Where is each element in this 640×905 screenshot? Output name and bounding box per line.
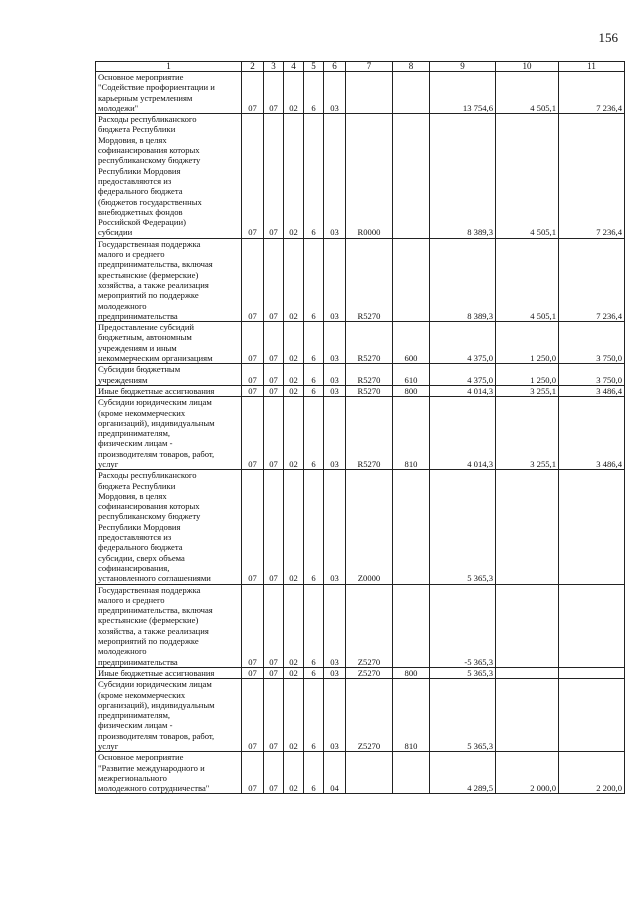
value-cell: 2 000,0 [496, 752, 559, 794]
table-row [96, 238, 625, 321]
table-row [96, 114, 625, 239]
column-header: 2 [242, 62, 264, 72]
value-cell: 810 [393, 679, 430, 752]
value-cell: 610 [393, 364, 430, 386]
value-cell: 07 [242, 752, 264, 794]
value-cell: 3 255,1 [496, 385, 559, 396]
value-cell: 6 [304, 470, 324, 584]
value-cell: 6 [304, 679, 324, 752]
value-cell: 1 250,0 [496, 322, 559, 364]
row-name-cell: Предоставление субсидий бюджетным, автономным учреждениям и иным некоммерческим организациям [96, 322, 242, 364]
value-cell: 6 [304, 397, 324, 470]
value-cell: 6 [304, 364, 324, 386]
row-name-cell: Государственная поддержка малого и среднего предпринимательства, включая крестьянские (фермерские) хозяйства, а также реализация мероприятий по поддержке молодежного предпринимательства [96, 584, 242, 667]
table-row [96, 667, 625, 678]
value-cell: 07 [264, 470, 284, 584]
page-number: 156 [598, 30, 618, 45]
value-cell: 13 754,6 [430, 72, 496, 114]
value-cell: -5 365,3 [430, 584, 496, 667]
value-cell: 07 [242, 667, 264, 678]
value-cell: 03 [324, 470, 346, 584]
value-cell: 7 236,4 [559, 114, 625, 239]
value-cell: 07 [264, 584, 284, 667]
value-cell: 8 389,3 [430, 238, 496, 321]
value-cell: 02 [284, 397, 304, 470]
value-cell [559, 679, 625, 752]
value-cell: 07 [264, 364, 284, 386]
value-cell: 07 [264, 752, 284, 794]
row-name-cell: Основное мероприятие "Содействие профориентации и карьерным устремлениям молодежи" [96, 72, 242, 114]
value-cell: 7 236,4 [559, 238, 625, 321]
value-cell: 07 [242, 385, 264, 396]
value-cell: 4 375,0 [430, 364, 496, 386]
value-cell: 4 014,3 [430, 385, 496, 396]
value-cell: 6 [304, 385, 324, 396]
value-cell: 07 [264, 397, 284, 470]
value-cell: 07 [242, 238, 264, 321]
value-cell: R5270 [346, 397, 393, 470]
value-cell: 4 014,3 [430, 397, 496, 470]
value-cell: 4 505,1 [496, 114, 559, 239]
column-header: 1 [96, 62, 242, 72]
value-cell: 6 [304, 667, 324, 678]
column-header: 4 [284, 62, 304, 72]
value-cell: 6 [304, 752, 324, 794]
value-cell: 3 255,1 [496, 397, 559, 470]
header-row [96, 62, 625, 72]
value-cell: 8 389,3 [430, 114, 496, 239]
row-name-cell: Субсидии юридическим лицам (кроме некоммерческих организаций), индивидуальным предпринимателям, физическим лицам - производителям товаров, работ, услуг [96, 397, 242, 470]
column-header: 10 [496, 62, 559, 72]
value-cell [496, 584, 559, 667]
value-cell: 3 750,0 [559, 364, 625, 386]
value-cell [393, 114, 430, 239]
value-cell: 07 [242, 679, 264, 752]
value-cell: 600 [393, 322, 430, 364]
value-cell [393, 72, 430, 114]
value-cell: 5 365,3 [430, 470, 496, 584]
value-cell: 6 [304, 322, 324, 364]
value-cell: 03 [324, 397, 346, 470]
value-cell: 07 [242, 72, 264, 114]
value-cell [559, 667, 625, 678]
row-name-cell: Государственная поддержка малого и среднего предпринимательства, включая крестьянские (фермерские) хозяйства, а также реализация мероприятий по поддержке молодежного предпринимательства [96, 238, 242, 321]
value-cell: 07 [264, 322, 284, 364]
value-cell: 03 [324, 584, 346, 667]
column-header: 3 [264, 62, 284, 72]
value-cell: 07 [264, 385, 284, 396]
value-cell: 03 [324, 667, 346, 678]
table-row [96, 364, 625, 386]
value-cell: 07 [264, 72, 284, 114]
value-cell [346, 752, 393, 794]
value-cell: 07 [242, 397, 264, 470]
value-cell [393, 238, 430, 321]
value-cell: 07 [242, 322, 264, 364]
value-cell: 02 [284, 752, 304, 794]
value-cell: Z5270 [346, 667, 393, 678]
value-cell: 03 [324, 114, 346, 239]
value-cell [496, 679, 559, 752]
table-row [96, 385, 625, 396]
row-name-cell: Расходы республиканского бюджета Республики Мордовия, в целях софинансирования которых республиканскому бюджету Республики Мордовия предоставляются из федерального бюджета субсидии, сверх объема софинансирования, установленного соглашениями [96, 470, 242, 584]
table-row [96, 752, 625, 794]
value-cell: 02 [284, 584, 304, 667]
value-cell: Z0000 [346, 470, 393, 584]
value-cell [346, 72, 393, 114]
budget-table [95, 61, 625, 794]
value-cell: 3 750,0 [559, 322, 625, 364]
value-cell: 02 [284, 72, 304, 114]
value-cell: 02 [284, 322, 304, 364]
value-cell: 3 486,4 [559, 385, 625, 396]
value-cell: 03 [324, 238, 346, 321]
value-cell: 03 [324, 322, 346, 364]
row-name-cell: Расходы республиканского бюджета Республики Мордовия, в целях софинансирования которых республиканскому бюджету Республики Мордовия предоставляются из федерального бюджета (бюджетов государственных внебюджетных фондов Российской Федерации) субсидии [96, 114, 242, 239]
value-cell: R0000 [346, 114, 393, 239]
value-cell: 800 [393, 385, 430, 396]
value-cell [559, 470, 625, 584]
value-cell: 02 [284, 679, 304, 752]
value-cell: 2 200,0 [559, 752, 625, 794]
value-cell: 07 [242, 584, 264, 667]
value-cell: 07 [264, 238, 284, 321]
value-cell: 6 [304, 584, 324, 667]
table-row [96, 397, 625, 470]
column-header: 6 [324, 62, 346, 72]
value-cell: 03 [324, 364, 346, 386]
value-cell: 810 [393, 397, 430, 470]
value-cell: 07 [264, 679, 284, 752]
value-cell [393, 584, 430, 667]
value-cell: 07 [242, 364, 264, 386]
value-cell: 7 236,4 [559, 72, 625, 114]
value-cell: Z5270 [346, 679, 393, 752]
value-cell: 02 [284, 470, 304, 584]
value-cell: 6 [304, 238, 324, 321]
value-cell: 4 505,1 [496, 238, 559, 321]
value-cell [496, 470, 559, 584]
row-name-cell: Иные бюджетные ассигнования [96, 667, 242, 678]
column-header: 5 [304, 62, 324, 72]
value-cell [393, 470, 430, 584]
value-cell: 3 486,4 [559, 397, 625, 470]
value-cell: 4 375,0 [430, 322, 496, 364]
value-cell: 5 365,3 [430, 667, 496, 678]
table-row [96, 322, 625, 364]
value-cell: 02 [284, 238, 304, 321]
table-row [96, 584, 625, 667]
value-cell: R5270 [346, 238, 393, 321]
value-cell: 1 250,0 [496, 364, 559, 386]
value-cell: 6 [304, 114, 324, 239]
value-cell: 07 [242, 114, 264, 239]
column-header: 7 [346, 62, 393, 72]
table-row [96, 470, 625, 584]
value-cell [393, 752, 430, 794]
value-cell: 5 365,3 [430, 679, 496, 752]
value-cell: R5270 [346, 322, 393, 364]
table-row [96, 72, 625, 114]
value-cell: 800 [393, 667, 430, 678]
value-cell: 02 [284, 385, 304, 396]
column-header: 11 [559, 62, 625, 72]
value-cell: 6 [304, 72, 324, 114]
value-cell: 03 [324, 385, 346, 396]
value-cell: 02 [284, 667, 304, 678]
value-cell: 02 [284, 364, 304, 386]
value-cell [559, 584, 625, 667]
row-name-cell: Субсидии бюджетным учреждениям [96, 364, 242, 386]
value-cell [496, 667, 559, 678]
row-name-cell: Субсидии юридическим лицам (кроме некоммерческих организаций), индивидуальным предпринимателям, физическим лицам - производителям товаров, работ, услуг [96, 679, 242, 752]
row-name-cell: Основное мероприятие "Развитие международного и межрегионального молодежного сотрудничества" [96, 752, 242, 794]
value-cell: 03 [324, 72, 346, 114]
value-cell: 03 [324, 679, 346, 752]
value-cell: R5270 [346, 385, 393, 396]
table-row [96, 679, 625, 752]
column-header: 9 [430, 62, 496, 72]
value-cell: 4 289,5 [430, 752, 496, 794]
value-cell: 07 [264, 114, 284, 239]
value-cell: R5270 [346, 364, 393, 386]
value-cell: Z5270 [346, 584, 393, 667]
value-cell: 07 [264, 667, 284, 678]
row-name-cell: Иные бюджетные ассигнования [96, 385, 242, 396]
value-cell: 4 505,1 [496, 72, 559, 114]
value-cell: 07 [242, 470, 264, 584]
value-cell: 02 [284, 114, 304, 239]
column-header: 8 [393, 62, 430, 72]
value-cell: 04 [324, 752, 346, 794]
